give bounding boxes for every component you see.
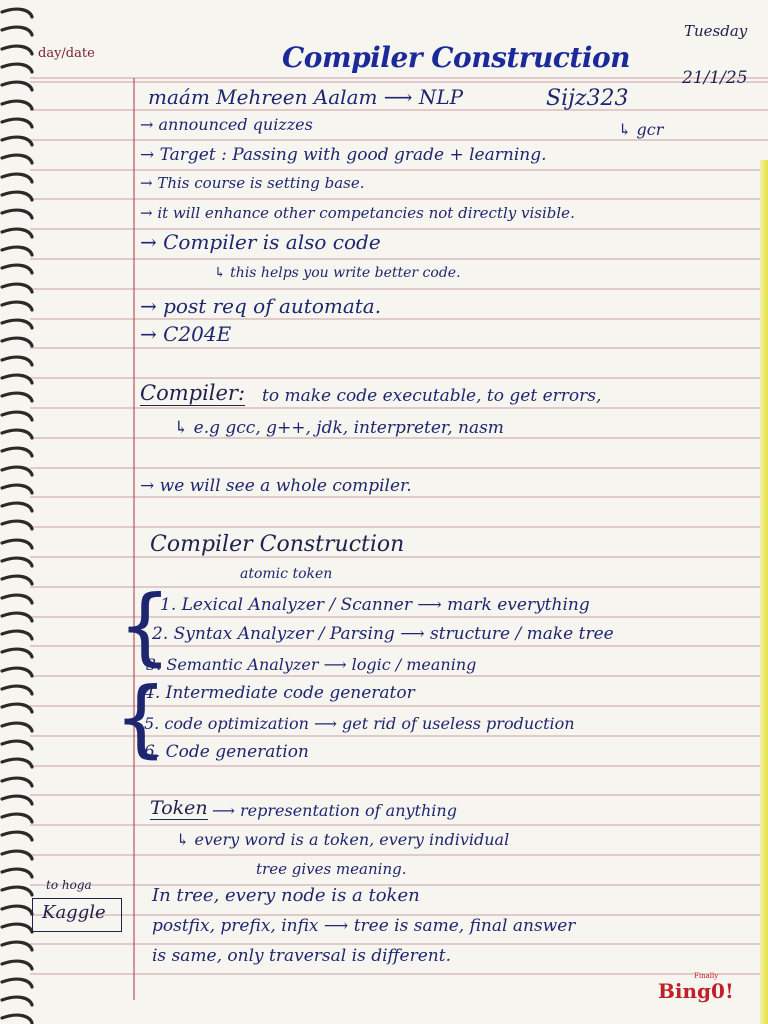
spiral-ring: [2, 814, 32, 822]
spiral-ring: [2, 375, 32, 383]
spiral-ring: [2, 467, 32, 475]
spiral-ring: [2, 357, 32, 365]
intro-item: → This course is setting base.: [140, 174, 365, 192]
spiral-ring: [2, 82, 32, 90]
spiral-ring: [2, 46, 32, 54]
spiral-ring: [2, 613, 32, 621]
front-end-brace: {: [118, 577, 172, 675]
spiral-ring: [2, 961, 32, 969]
spiral-ring: [2, 540, 32, 548]
spiral-ring: [2, 1015, 32, 1023]
spiral-ring: [2, 155, 32, 163]
spiral-ring: [2, 558, 32, 566]
spiral-ring: [2, 741, 32, 749]
compiler-examples: ↳ e.g gcc, g++, jdk, interpreter, nasm: [174, 418, 504, 438]
spiral-ring: [2, 229, 32, 237]
spiral-ring: [2, 265, 32, 273]
spiral-ring: [2, 320, 32, 328]
date: 21/1/25: [682, 68, 748, 88]
phase-item: 5. code optimization ⟶ get rid of useless production: [144, 714, 575, 733]
whole-compiler-note: → we will see a whole compiler.: [140, 476, 412, 496]
spiral-ring: [2, 174, 32, 182]
token-heading: Token: [150, 797, 208, 819]
day-date-label: day/date: [38, 46, 95, 61]
spiral-binding: [0, 0, 36, 1024]
token-line: is same, only traversal is different.: [152, 946, 451, 966]
intro-item: → Compiler is also code: [140, 230, 381, 254]
spiral-ring: [2, 924, 32, 932]
spiral-ring: [2, 192, 32, 200]
spiral-ring: [2, 906, 32, 914]
compiler-definition: to make code executable, to get errors,: [262, 386, 602, 406]
spiral-ring: [2, 9, 32, 17]
spiral-ring: [2, 851, 32, 859]
spiral-ring: [2, 649, 32, 657]
spiral-ring: [2, 412, 32, 420]
spiral-ring: [2, 64, 32, 72]
spiral-ring: [2, 393, 32, 401]
token-definition: ⟶ representation of anything: [212, 801, 457, 820]
phase-item: 6. Code generation: [144, 742, 309, 762]
course-code: Sijz323: [546, 86, 629, 111]
spiral-ring: [2, 448, 32, 456]
teacher-line: maám Mehreen Aalam ⟶ NLP: [148, 85, 464, 109]
token-line: In tree, every node is a token: [152, 885, 420, 906]
phase-item: 3. Semantic Analyzer ⟶ logic / meaning: [146, 655, 477, 674]
spiral-ring: [2, 503, 32, 511]
spiral-ring: [2, 210, 32, 218]
spiral-ring: [2, 723, 32, 731]
intro-item: → C204E: [140, 322, 232, 346]
spiral-ring: [2, 869, 32, 877]
spiral-ring: [2, 430, 32, 438]
token-line: postfix, prefix, infix ⟶ tree is same, final answer: [152, 916, 576, 936]
brand-logo: Bing0!: [658, 979, 734, 1003]
token-line: tree gives meaning.: [256, 860, 407, 878]
token-line: ↳ every word is a token, every individual: [176, 830, 510, 849]
spiral-ring: [2, 668, 32, 676]
intro-item: → it will enhance other competancies not directly visible.: [140, 204, 575, 222]
spiral-ring: [2, 119, 32, 127]
spiral-ring: [2, 27, 32, 35]
spiral-ring: [2, 686, 32, 694]
gcr-note: ↳ gcr: [618, 120, 664, 139]
compiler-heading: Compiler:: [140, 381, 246, 405]
spiral-ring: [2, 704, 32, 712]
construction-heading: Compiler Construction: [150, 532, 405, 557]
phase-item: 1. Lexical Analyzer / Scanner ⟶ mark everything: [160, 595, 590, 615]
spiral-ring: [2, 979, 32, 987]
spiral-ring: [2, 832, 32, 840]
page-title: Compiler Construction: [282, 41, 631, 74]
phase-item: 2. Syntax Analyzer / Parsing ⟶ structure / make tree: [152, 624, 614, 644]
spiral-ring: [2, 595, 32, 603]
weekday: Tuesday: [684, 22, 748, 40]
kaggle-text: Kaggle: [42, 902, 106, 923]
spiral-ring: [2, 284, 32, 292]
brand-tagline: Finally: [694, 972, 719, 980]
spiral-ring: [2, 521, 32, 529]
spiral-ring: [2, 778, 32, 786]
spiral-ring: [2, 942, 32, 950]
intro-item: ↳ this helps you write better code.: [214, 265, 461, 281]
back-end-brace: {: [114, 669, 168, 767]
spiral-ring: [2, 302, 32, 310]
intro-item: → Target : Passing with good grade + learning.: [140, 145, 547, 165]
intro-item: → post req of automata.: [140, 294, 382, 318]
spiral-ring: [2, 101, 32, 109]
margin-note-small: to hoga: [46, 878, 92, 892]
spiral-ring: [2, 796, 32, 804]
spiral-ring: [2, 997, 32, 1005]
spiral-ring: [2, 576, 32, 584]
spiral-ring: [2, 247, 32, 255]
spiral-ring: [2, 137, 32, 145]
spiral-ring: [2, 485, 32, 493]
spiral-ring: [2, 759, 32, 767]
spiral-ring: [2, 338, 32, 346]
spiral-ring: [2, 887, 32, 895]
phase-item: 4. Intermediate code generator: [144, 683, 415, 703]
spiral-ring: [2, 631, 32, 639]
atomic-token-note: atomic token: [240, 566, 333, 582]
intro-item: → announced quizzes: [140, 115, 313, 134]
page-edge: [760, 160, 768, 1024]
